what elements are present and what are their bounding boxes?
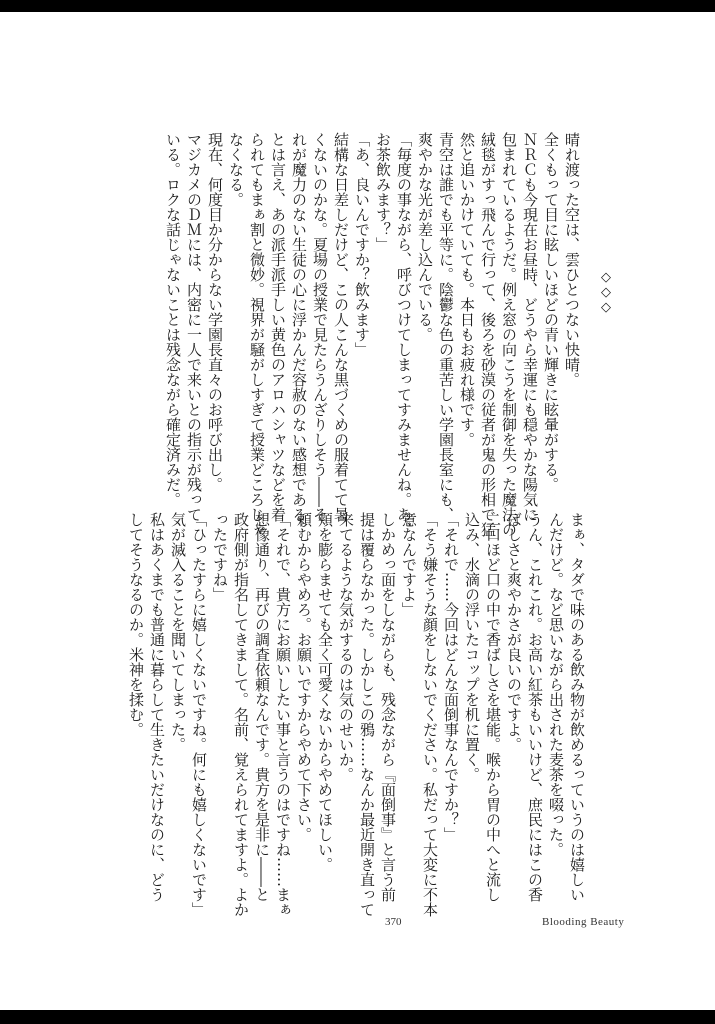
text-line: 包まれているようだ。例え窓の向こうを制御を失った魔法の <box>500 132 518 537</box>
text-line: 二口ほど口の中で香ばしさを堪能。喉から胃の中へと流し <box>484 512 502 902</box>
text-line: まぁ、タダで味のある飲み物が飲めるっていうのは嬉しい <box>568 512 586 902</box>
text-line: マジカメのＤＭには、内密に一人で来いとの指示が残って <box>185 132 203 522</box>
text-line: くないのかな。夏場の授業で見たらうんざりしそう――そ <box>311 132 329 522</box>
text-line: いる。ロクな話じゃないことは残念ながら確定済みだ。 <box>164 132 182 507</box>
text-line: なくなる。 <box>227 132 245 207</box>
text-line: 「それで……今回はどんな面倒事なんですか？」 <box>442 512 460 842</box>
text-line: 来てるような気がするのは気のせいか。 <box>337 512 355 782</box>
text-line: 青空は誰でも平等に。陰鬱な色の重苦しい学園長室にも、 <box>437 132 455 522</box>
text-line: 晴れ渡った空は、雲ひとつない快晴。 <box>563 132 581 387</box>
text-line: れが魔力のない生徒の心に浮かんだ容赦のない感想である。 <box>290 132 308 537</box>
text-line: 結構な日差しだけど、この人こんな黒づくめの服着てて暑 <box>332 132 350 522</box>
page-number: 370 <box>385 916 402 928</box>
text-line: お茶飲みます？」 <box>374 132 392 252</box>
text-line: 絨毯がすっ飛んで行って、後ろを砂漠の従者が鬼の形相で猛 <box>479 132 497 537</box>
text-line: 「毎度の事ながら、呼びつけてしまってすみませんね。あ、 <box>395 132 413 537</box>
upper-text-block <box>162 132 582 537</box>
text-line: 込み、水滴の浮いたコップを机に置く。 <box>463 512 481 782</box>
text-line: うん、これこれ。お高い紅茶もいいけど、庶民にはこの香 <box>526 512 544 902</box>
text-line: 想像通り、再びの調査依頼なんです。貴方を是非に――と <box>253 512 271 902</box>
text-line: 然と追いかけていても。本日もお疲れ様です。 <box>458 132 476 447</box>
text-line: 政府側が指名してきまして。名前、覚えられてますよ。よか <box>232 512 250 917</box>
text-line: られてもまぁ割と微妙。視界が騒がしすぎて授業どころじゃ <box>248 132 266 537</box>
text-line: 提は覆らなかった。しかしこの鴉……なんか最近開き直って <box>358 512 376 917</box>
diamond-ornament: ◇ <box>601 270 611 285</box>
book-page <box>0 12 715 1010</box>
section-break-diamonds <box>598 270 614 315</box>
text-line: 気が滅入ることを聞いてしまった。 <box>169 512 187 752</box>
text-line: 頬を膨らませても全く可愛くないからやめてほしい。 <box>316 512 334 872</box>
text-line: 「それで、貴方にお願いしたい事と言うのはですね……まぁ <box>274 512 292 917</box>
text-line: 「ひったすらに嬉しくないですね。何にも嬉しくないです」 <box>190 512 208 917</box>
text-line: 爽やかな光が差し込んでいる。 <box>416 132 434 342</box>
text-line: 意なんですよ」 <box>400 512 418 617</box>
diamond-ornament: ◇ <box>601 285 611 300</box>
text-line: 「あ、良いんですか？飲みます」 <box>353 132 371 357</box>
text-line: んだけど。など思いながら出された麦茶を啜った。 <box>547 512 565 857</box>
book-title: Blooding Beauty <box>542 916 625 928</box>
text-line: ＮＲＣも今現在お昼時、どうやら幸運にも穏やかな陽気に <box>521 132 539 522</box>
text-line: 「そう嫌そうな顔をしないでください。私だって大変に不本 <box>421 512 439 917</box>
text-line: ばしさと爽やかさが良いのですよ。 <box>505 512 523 752</box>
text-line: してそうなるのか。米神を揉む。 <box>127 512 145 737</box>
text-line: とは言え、あの派手派手しい黄色のアロハシャツなどを着 <box>269 132 287 522</box>
text-line: ったですね」 <box>211 512 229 602</box>
text-line: 私はあくまでも普通に暮らして生きたいだけなのに、どう <box>148 512 166 902</box>
text-line: 全くもって目に眩しいほどの青い輝きに眩暈がする。 <box>542 132 560 492</box>
text-line: 頼むからやめろ。お願いですからやめて下さい。 <box>295 512 313 842</box>
lower-text-block <box>125 512 587 917</box>
text-line: 現在、何度目か分からない学園長直々のお呼び出し。 <box>206 132 224 492</box>
diamond-ornament: ◇ <box>601 300 611 315</box>
text-line: しかめっ面をしながらも、残念ながら『面倒事』と言う前 <box>379 512 397 902</box>
